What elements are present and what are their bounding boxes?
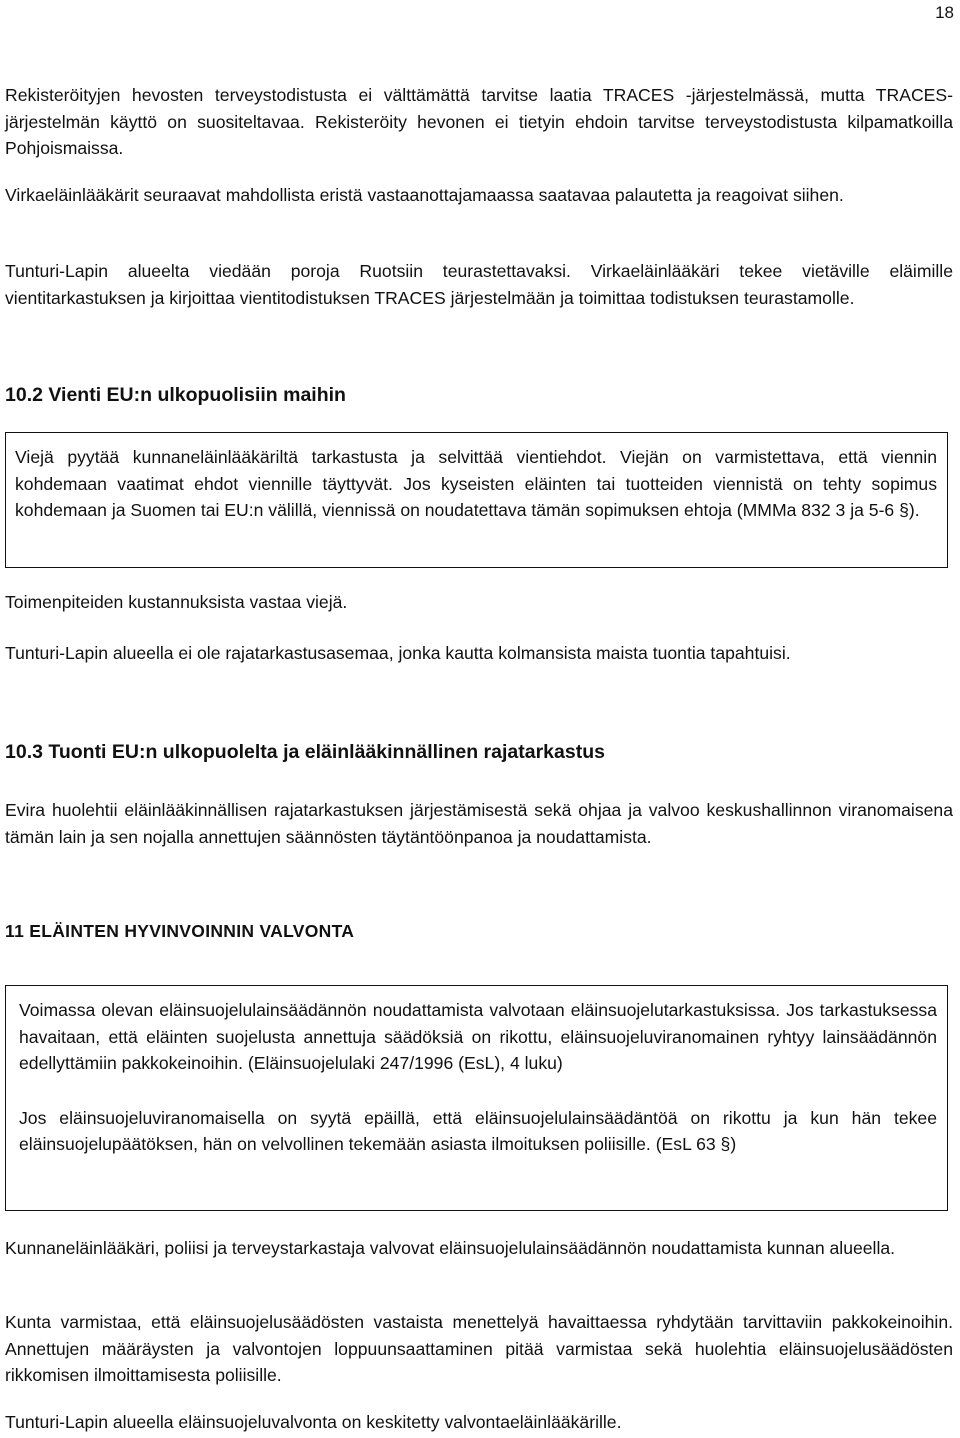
paragraph-feedback: Virkaeläinlääkärit seuraavat mahdollista eristä vastaanottajamaassa saatavaa palautetta ja reagoivat siihen. xyxy=(5,185,844,205)
heading-10-3: 10.3 Tuonti EU:n ulkopuolelta ja eläinlääkinnällinen rajatarkastus xyxy=(5,741,605,763)
heading-10-2: 10.2 Vienti EU:n ulkopuolisiin maihin xyxy=(5,384,346,406)
box-export-text: Viejä pyytää kunnaneläinlääkäriltä tarkastusta ja selvittää vientiehdot. Viejän on varmistettava, että viennin kohdemaan vaatimat ehdot viennille täyttyvät. Jos kyseisten eläinten tai tuotteiden viennistä on tehty sopimus kohdemaan ja Suomen tai EU:n välillä, viennissä on noudatettava tämän sopimuksen ehtoja (MMMa 832 3 ja 5-6 §). xyxy=(15,447,937,520)
paragraph-evira: Evira huolehtii eläinlääkinnällisen rajatarkastuksen järjestämisestä sekä ohjaa ja valvoo keskushallinnon viranomaisena tämän lain ja sen nojalla annettujen säännösten täytäntöönpanoa ja noudattamista. xyxy=(5,800,953,847)
page-number: 18 xyxy=(935,3,954,22)
paragraph-lapland-vet: Tunturi-Lapin alueella eläinsuojeluvalvonta on keskitetty valvontaeläinlääkärille. xyxy=(5,1412,622,1432)
heading-11: 11 ELÄINTEN HYVINVOINNIN VALVONTA xyxy=(5,921,355,941)
paragraph-municipal-vet: Kunnaneläinlääkäri, poliisi ja terveystarkastaja valvovat eläinsuojelulainsäädännön noudattamista kunnan alueella. xyxy=(5,1238,896,1258)
paragraph-reindeer-export: Tunturi-Lapin alueelta viedään poroja Ruotsiin teurastettavaksi. Virkaeläinlääkäri tekee vietäville eläimille vientitarkastuksen ja kirjoittaa vientitodistuksen TRACES järjestelmään ja toimittaa todistuksen teurastamolle. xyxy=(5,261,953,308)
paragraph-border-station: Tunturi-Lapin alueella ei ole rajatarkastusasemaa, jonka kautta kolmansista maista tuontia tapahtuisi. xyxy=(5,643,791,663)
box-welfare-text-2: Jos eläinsuojeluviranomaisella on syytä epäillä, että eläinsuojelulainsäädäntöä on rikottu ja kun hän tekee eläinsuojelupäätöksen, hän on velvollinen tekemään asiasta ilmoituksen poliisille. (EsL 63 §) xyxy=(19,1107,937,1154)
info-box-welfare xyxy=(5,985,948,1211)
paragraph-costs: Toimenpiteiden kustannuksista vastaa viejä. xyxy=(5,592,348,612)
paragraph-municipality: Kunta varmistaa, että eläinsuojelusäädösten vastaista menettelyä havaittaessa ryhdytään tarvittaviin pakkokeinoihin. Annettujen määräysten ja valvontojen loppuunsaattaminen pitää varmistaa sekä huolehtia eläinsuojelusäädösten rikkomisen ilmoittamisesta poliisille. xyxy=(5,1312,953,1385)
info-box-export xyxy=(5,432,948,568)
paragraph-traces-horses: Rekisteröityjen hevosten terveystodistusta ei välttämättä tarvitse laatia TRACES -järjestelmässä, mutta TRACES-järjestelmän käyttö on suositeltavaa. Rekisteröity hevonen ei tietyin ehdoin tarvitse terveystodistusta kilpamatkoilla Pohjoismaissa. xyxy=(5,85,953,158)
box-welfare-text-1: Voimassa olevan eläinsuojelulainsäädännön noudattamista valvotaan eläinsuojelutarkastuksissa. Jos tarkastuksessa havaitaan, että eläinten suojelusta annettuja säädöksiä on rikottu, eläinsuojeluviranomainen ryhtyy lainsäädännön edellyttämiin pakkokeinoihin. (Eläinsuojelulaki 247/1996 (EsL), 4 luku) xyxy=(19,1000,937,1073)
